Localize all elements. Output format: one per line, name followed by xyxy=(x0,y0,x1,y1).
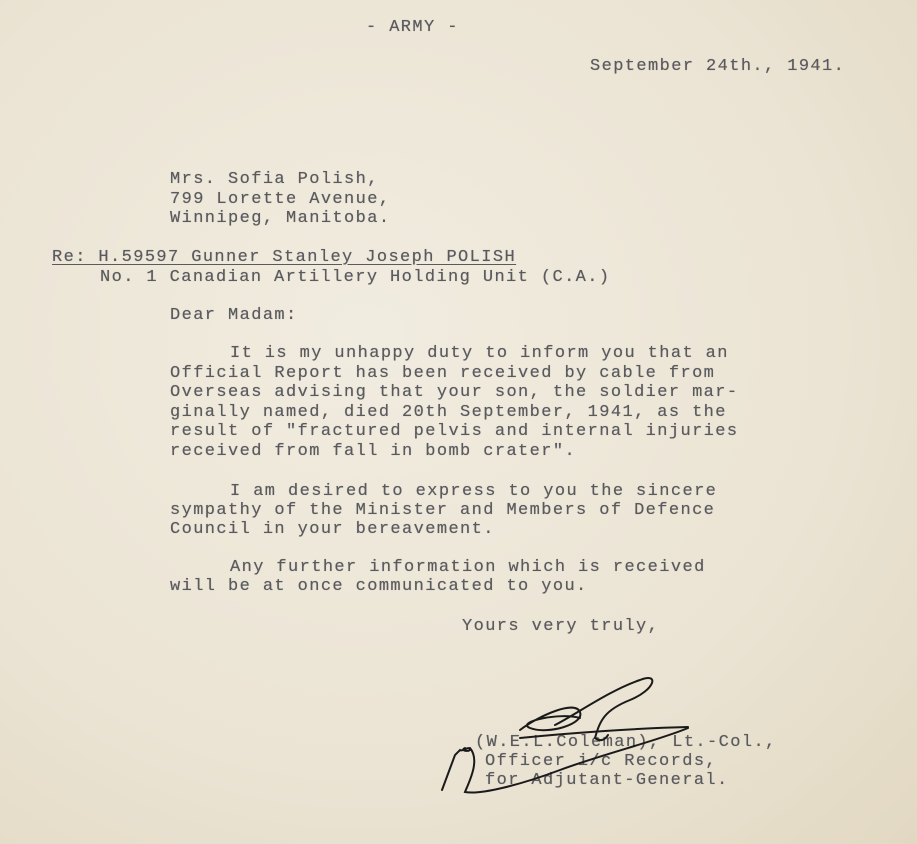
address-line: 799 Lorette Avenue, xyxy=(170,190,391,209)
subject-line: Re: H.59597 Gunner Stanley Joseph POLISH xyxy=(52,248,517,267)
signatory-title: Officer i/c Records, xyxy=(485,752,718,771)
body-line: Council in your bereavement. xyxy=(170,520,495,539)
address-line: Mrs. Sofia Polish, xyxy=(170,170,379,189)
signatory-role: for Adjutant-General. xyxy=(485,771,729,790)
body-line: result of "fractured pelvis and internal injuries xyxy=(170,422,739,441)
letter-date: September 24th., 1941. xyxy=(590,57,846,76)
body-line: sympathy of the Minister and Members of Defence xyxy=(170,501,716,520)
body-line: Official Report has been received by cable from xyxy=(170,364,716,383)
body-line: received from fall in bomb crater". xyxy=(170,442,577,461)
body-line: I am desired to express to you the sincere xyxy=(230,482,718,501)
body-line: Any further information which is received xyxy=(230,558,706,577)
body-line: It is my unhappy duty to inform you that an xyxy=(230,344,729,363)
body-line: ginally named, died 20th September, 1941, as the xyxy=(170,403,727,422)
department-heading: - ARMY - xyxy=(366,18,459,37)
body-line: Overseas advising that your son, the soldier mar- xyxy=(170,383,739,402)
signatory-name: (W.E.L.Coleman), Lt.-Col., xyxy=(475,733,777,752)
subject-unit: No. 1 Canadian Artillery Holding Unit (C.A.) xyxy=(100,268,611,287)
address-line: Winnipeg, Manitoba. xyxy=(170,209,391,228)
salutation: Dear Madam: xyxy=(170,306,298,325)
body-line: will be at once communicated to you. xyxy=(170,577,588,596)
closing: Yours very truly, xyxy=(462,617,660,636)
